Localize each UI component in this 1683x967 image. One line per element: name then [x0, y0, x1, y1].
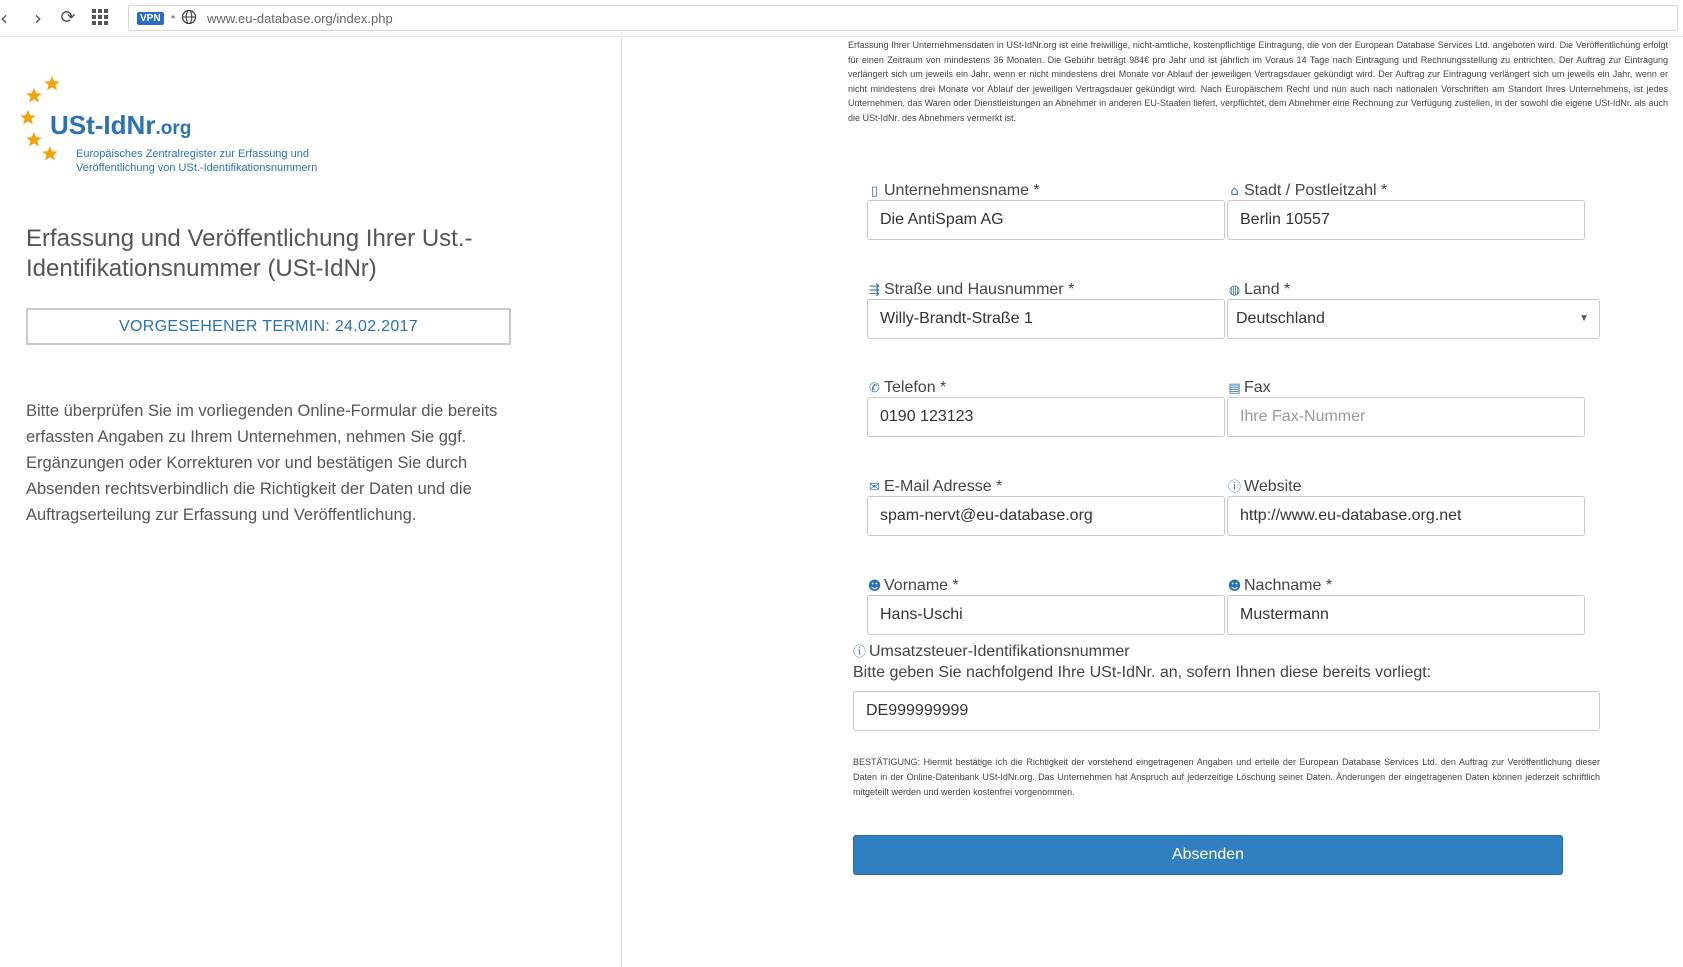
envelope-icon: ✉ [869, 480, 880, 495]
logo-name: USt-IdNr [50, 110, 156, 140]
street-input[interactable] [867, 299, 1225, 339]
form-panel [623, 38, 1683, 967]
fineprint-text: Erfassung Ihrer Unternehmensdaten in USt-IdNr.org ist eine freiwillige, nicht-amtliche, kostenpflichtige Eintragung, die von der European Database Services Ltd. angeboten wird. Die Veröffentlichung erfolgt für einen Zeitraum von mindestens 36 Monaten. Die Gebühr beträgt 984€ pro Jahr und ist jährlich im Voraus 14 Tage nach Eintragung und Rechnungsstellung zu entrichten. Der Auftrag zur Eintragung verlängert sich um jeweils ein Jahr, wenn er nicht mindestens drei Monate vor Ablauf der jeweiligen Vertragsdauer gekündigt wird. Der Auftrag zur Eintragung verlängert sich um jeweils ein Jahr, wenn er nicht mindestens drei Monate vor Ablauf der jeweiligen Vertragsdauer gekündigt wird. Nach Europäischem Recht und nun auch nach nationalen Vorschriften am Standort Ihres Unternehmens, ist jedes Unternehmen, das Waren oder Dienstleistungen an Abnehmer in anderen EU-Staaten liefert, verpflichtet, dem Abnehmer eine Rechnung zur Verfügung zustellen, in der sowohl die eigene USt-IdNr. als auch die USt-IdNr. des Abnehmers vermerkt ist. [848, 40, 1668, 123]
firstname-input[interactable] [867, 595, 1225, 635]
back-icon[interactable]: ‹ [0, 6, 8, 30]
info-icon: ⓘ [1227, 480, 1241, 495]
user-icon: ☻ [867, 579, 882, 594]
logo-wordmark[interactable] [50, 110, 191, 141]
building-icon: ▯ [870, 184, 879, 199]
vat-label: ⓘ Umsatzsteuer-Identifikationsnummer [852, 642, 1130, 662]
firstname-label: ☻ Vorname * [867, 576, 959, 596]
country-selected-value: Deutschland [1236, 310, 1325, 327]
globe-icon [181, 9, 197, 25]
browser-toolbar [0, 0, 1683, 37]
fax-input[interactable] [1227, 397, 1585, 437]
country-label: ◍ Land * [1227, 280, 1290, 300]
website-label: ⓘ Website [1227, 477, 1302, 497]
logo-subtitle-line2: Veröffentlichung von USt.-Identifikationsnummern [76, 162, 318, 174]
logo-subtitle [76, 147, 376, 175]
fax-label: ▤ Fax [1227, 378, 1271, 398]
left-panel [0, 38, 622, 967]
company-label: ▯ Unternehmensname * [867, 181, 1040, 201]
info-icon: ⓘ [852, 645, 866, 660]
confirmation-text: BESTÄTIGUNG: Hiermit bestätige ich die Richtigkeit der vorstehend eingetragenen Angaben und erteile der European Database Services Ltd. den Auftrag zur Veröffentlichung dieser Daten in der Online-Datenbank USt-IdNr.org. Das Unternehmen hat Anspruch auf jederzeitige Löschung seiner Daten. Änderungen der eingetragenen Daten können jederzeit schriftlich mitgeteilt werden und werden kostenfrei vorgenommen. [853, 757, 1600, 797]
country-select[interactable] [1227, 299, 1600, 339]
city-input[interactable] [1227, 200, 1585, 240]
address-bar[interactable] [128, 5, 1678, 31]
phone-label: ✆ Telefon * [867, 378, 946, 398]
email-input[interactable] [867, 496, 1225, 536]
apps-grid-icon[interactable] [90, 8, 110, 28]
vpn-badge[interactable]: VPN [137, 12, 164, 25]
vat-input[interactable] [853, 691, 1600, 731]
lastname-label: ☻ Nachname * [1227, 576, 1332, 596]
fax-icon: ▤ [1228, 381, 1241, 396]
website-input[interactable] [1227, 496, 1585, 536]
street-label: ⇶ Straße und Hausnummer * [867, 280, 1074, 300]
email-label: ✉ E-Mail Adresse * [867, 477, 1002, 497]
city-label: ⌂ Stadt / Postleitzahl * [1227, 181, 1387, 201]
reload-icon[interactable]: ⟳ [60, 7, 76, 28]
vat-helper-text: Bitte geben Sie nachfolgend Ihre USt-IdNr. an, sofern Ihnen diese bereits vorliegt: [853, 664, 1432, 681]
separator-dot: • [171, 10, 176, 24]
phone-icon: ✆ [869, 381, 880, 396]
intro-text: Bitte überprüfen Sie im vorliegenden Online-Formular die bereits erfassten Angaben zu Ihrem Unternehmen, nehmen Sie ggf. Ergänzungen oder Korrekturen vor und bestätigen Sie durch Absenden rechtsverbindlich die Richtigkeit der Daten und die Auftragserteilung zur Erfassung und Veröffentlichung. [26, 402, 498, 524]
forward-icon[interactable]: › [34, 6, 42, 30]
signpost-icon: ⇶ [869, 283, 880, 298]
home-icon: ⌂ [1230, 184, 1239, 199]
page-title: Erfassung und Veröffentlichung Ihrer Ust.-Identifikationsnummer (USt-IdNr) [26, 225, 473, 282]
logo-tld: .org [155, 118, 192, 139]
submit-button[interactable]: Absenden [853, 835, 1563, 875]
chevron-down-icon: ▼ [1579, 313, 1589, 324]
globe-icon: ◍ [1228, 283, 1241, 298]
phone-input[interactable] [867, 397, 1225, 437]
termin-box: VORGESEHENER TERMIN: 24.02.2017 [26, 308, 511, 345]
lastname-input[interactable] [1227, 595, 1585, 635]
url-text[interactable]: www.eu-database.org/index.php [207, 11, 393, 26]
company-input[interactable] [867, 200, 1225, 240]
logo-subtitle-line1: Europäisches Zentralregister zur Erfassung und [76, 148, 309, 160]
user-icon: ☻ [1227, 579, 1242, 594]
